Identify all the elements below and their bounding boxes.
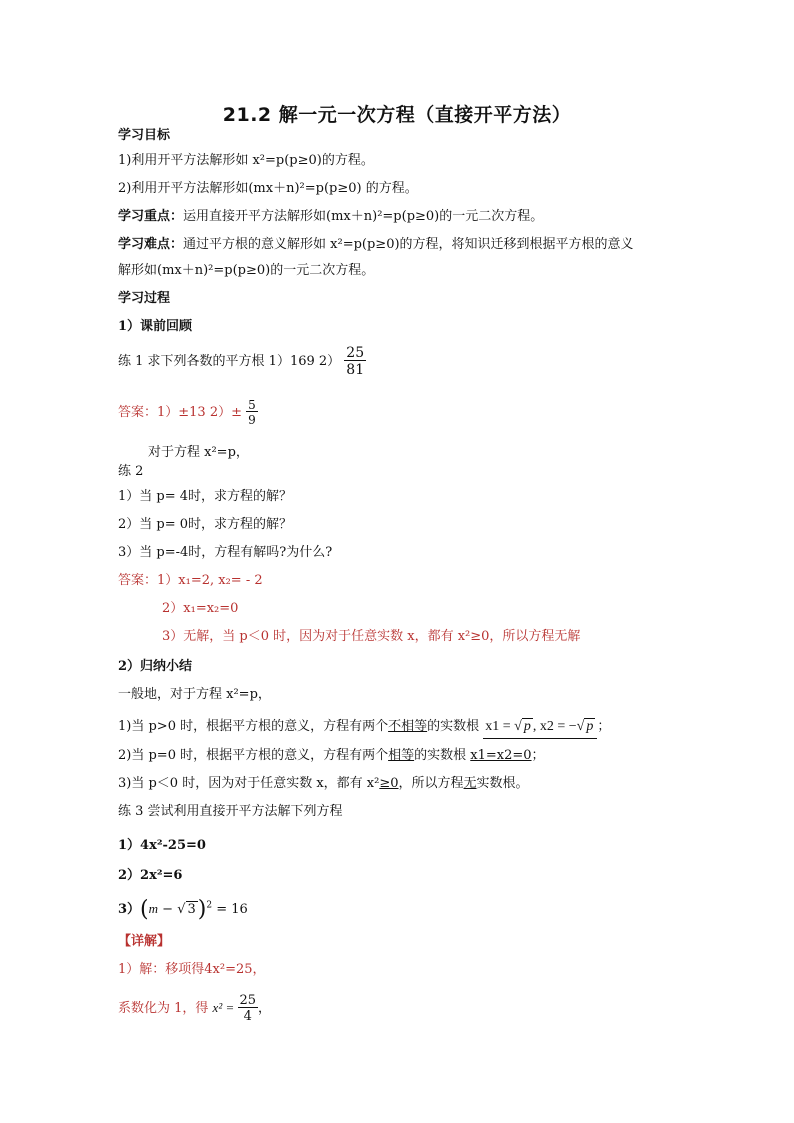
summary-case-2 bbox=[118, 748, 545, 764]
problem-3-m: m bbox=[148, 901, 159, 916]
exercise-2-answer-label: 答案： bbox=[118, 573, 158, 588]
detail-heading: 【详解】 bbox=[118, 934, 171, 949]
left-paren: ( bbox=[140, 897, 149, 922]
right-paren: ) bbox=[197, 897, 207, 922]
radicand-1: p bbox=[523, 719, 531, 734]
summary-case-1 bbox=[118, 716, 610, 739]
exercise-2-label: 练 2 bbox=[118, 464, 144, 479]
exercise-1-fraction bbox=[344, 346, 366, 377]
difficulty-text-1: 通过平方根的意义解形如 x²=p(p≥0)的方程，将知识迁移到根据平方根的意义 bbox=[183, 237, 634, 252]
radicand-2: p bbox=[586, 719, 594, 734]
exercise-1-answer-fraction bbox=[246, 399, 258, 426]
formula-x2: , x2 = − bbox=[532, 719, 577, 734]
step-2-denominator: 4 bbox=[238, 1007, 259, 1023]
exercise-2-q3: 3）当 p=-4时，方程有解吗?为什么? bbox=[118, 545, 333, 560]
exercise-2-intro: 对于方程 x²=p， bbox=[148, 445, 249, 460]
difficulty bbox=[118, 237, 634, 253]
exercise-1-answer bbox=[118, 394, 258, 432]
case-2-formula: x1=x2=0 bbox=[470, 748, 532, 763]
exercise-3-label: 练 3 尝试利用直接开平方法解下列方程 bbox=[118, 804, 343, 819]
case-1-formula bbox=[483, 716, 597, 739]
detail-step-2 bbox=[118, 990, 271, 1027]
sqrt-p-2: √ p bbox=[576, 719, 594, 734]
case-1-end: ； bbox=[597, 719, 611, 734]
exercise-1 bbox=[118, 343, 366, 381]
fraction-numerator: 25 bbox=[346, 345, 365, 361]
case-3-underlined-2: 无 bbox=[463, 776, 477, 791]
case-2-underlined: 相等 bbox=[388, 748, 415, 763]
exercise-2-answer-1-text: 1）x₁=2, x₂= - 2 bbox=[157, 573, 263, 588]
step-2-lhs: x² = bbox=[212, 1000, 238, 1015]
difficulty-label: 学习难点： bbox=[118, 237, 184, 252]
goal-item-1: 1)利用开平方法解形如 x²=p(p≥0)的方程。 bbox=[118, 153, 374, 168]
exercise-1-answer-prefix: 答案：1）±13 2）± bbox=[118, 405, 243, 420]
summary-intro: 一般地，对于方程 x²=p， bbox=[118, 687, 271, 702]
summary-case-3 bbox=[118, 776, 529, 792]
key-point-label: 学习重点： bbox=[118, 209, 184, 224]
exercise-2-answer-3: 3）无解，当 p＜0 时，因为对于任意实数 x，都有 x²≥0，所以方程无解 bbox=[162, 629, 581, 644]
case-2-end: ； bbox=[531, 748, 545, 763]
case-3-end: 实数根。 bbox=[476, 776, 529, 791]
summary-heading: 2）归纳小结 bbox=[118, 659, 193, 674]
radicand-3: 3 bbox=[187, 902, 196, 917]
case-1-text-2: 的实数根 bbox=[427, 719, 480, 734]
square-exponent: 2 bbox=[206, 900, 213, 911]
goals-heading: 学习目标 bbox=[118, 128, 171, 143]
sqrt-p-1: √ p bbox=[514, 719, 531, 734]
exercise-3-problem-2: 2）2x²=6 bbox=[118, 868, 183, 883]
sqrt-3: √ 3 bbox=[177, 902, 196, 917]
problem-3-rhs: = 16 bbox=[212, 902, 248, 917]
page-title: 21.2 解一元一次方程（直接开平方法） bbox=[222, 104, 572, 126]
problem-3-prefix: 3） bbox=[118, 902, 141, 917]
review-heading: 1）课前回顾 bbox=[118, 319, 193, 334]
formula-x1: x1 = bbox=[485, 719, 515, 734]
answer-denominator: 9 bbox=[248, 413, 256, 427]
fraction-denominator: 81 bbox=[346, 362, 365, 378]
step-2-end: ， bbox=[258, 1001, 272, 1016]
case-1-text: 1)当 p>0 时，根据平方根的意义，方程有两个 bbox=[118, 719, 389, 734]
step-2-prefix: 系数化为 1，得 bbox=[118, 1001, 209, 1016]
answer-numerator: 5 bbox=[248, 398, 256, 412]
case-2-text-2: 的实数根 bbox=[414, 748, 467, 763]
key-point-text: 运用直接开平方法解形如(mx＋n)²=p(p≥0)的一元二次方程。 bbox=[183, 209, 544, 224]
exercise-2-q1: 1）当 p= 4时，求方程的解？ bbox=[118, 489, 293, 504]
exercise-2-answer-1 bbox=[118, 573, 263, 589]
key-point bbox=[118, 209, 543, 225]
exercise-1-prefix: 练 1 求下列各数的平方根 1）169 2） bbox=[118, 354, 341, 369]
exercise-3-problem-3 bbox=[118, 896, 248, 923]
problem-3-minus: − bbox=[158, 902, 178, 917]
exercise-2-q2: 2）当 p= 0时，求方程的解？ bbox=[118, 517, 293, 532]
exercise-2-answer-2: 2）x₁=x₂=0 bbox=[162, 601, 239, 616]
case-1-underlined: 不相等 bbox=[388, 719, 428, 734]
exercise-3-problem-1: 1）4x²-25=0 bbox=[118, 838, 206, 853]
case-3-text-2: ，所以方程 bbox=[398, 776, 464, 791]
step-2-numerator: 25 bbox=[239, 993, 257, 1008]
case-3-underlined: ≥0 bbox=[379, 776, 399, 791]
difficulty-text-2: 解形如(mx＋n)²=p(p≥0)的一元二次方程。 bbox=[118, 263, 375, 278]
case-2-text: 2)当 p=0 时，根据平方根的意义，方程有两个 bbox=[118, 748, 389, 763]
case-3-text: 3)当 p＜0 时，因为对于任意实数 x，都有 x² bbox=[118, 776, 380, 791]
detail-step-1: 1）解：移项得4x²=25， bbox=[118, 962, 266, 977]
process-heading: 学习过程 bbox=[118, 291, 171, 306]
step-2-fraction bbox=[238, 994, 259, 1023]
goal-item-2: 2)利用开平方法解形如(mx＋n)²=p(p≥0) 的方程。 bbox=[118, 181, 418, 196]
